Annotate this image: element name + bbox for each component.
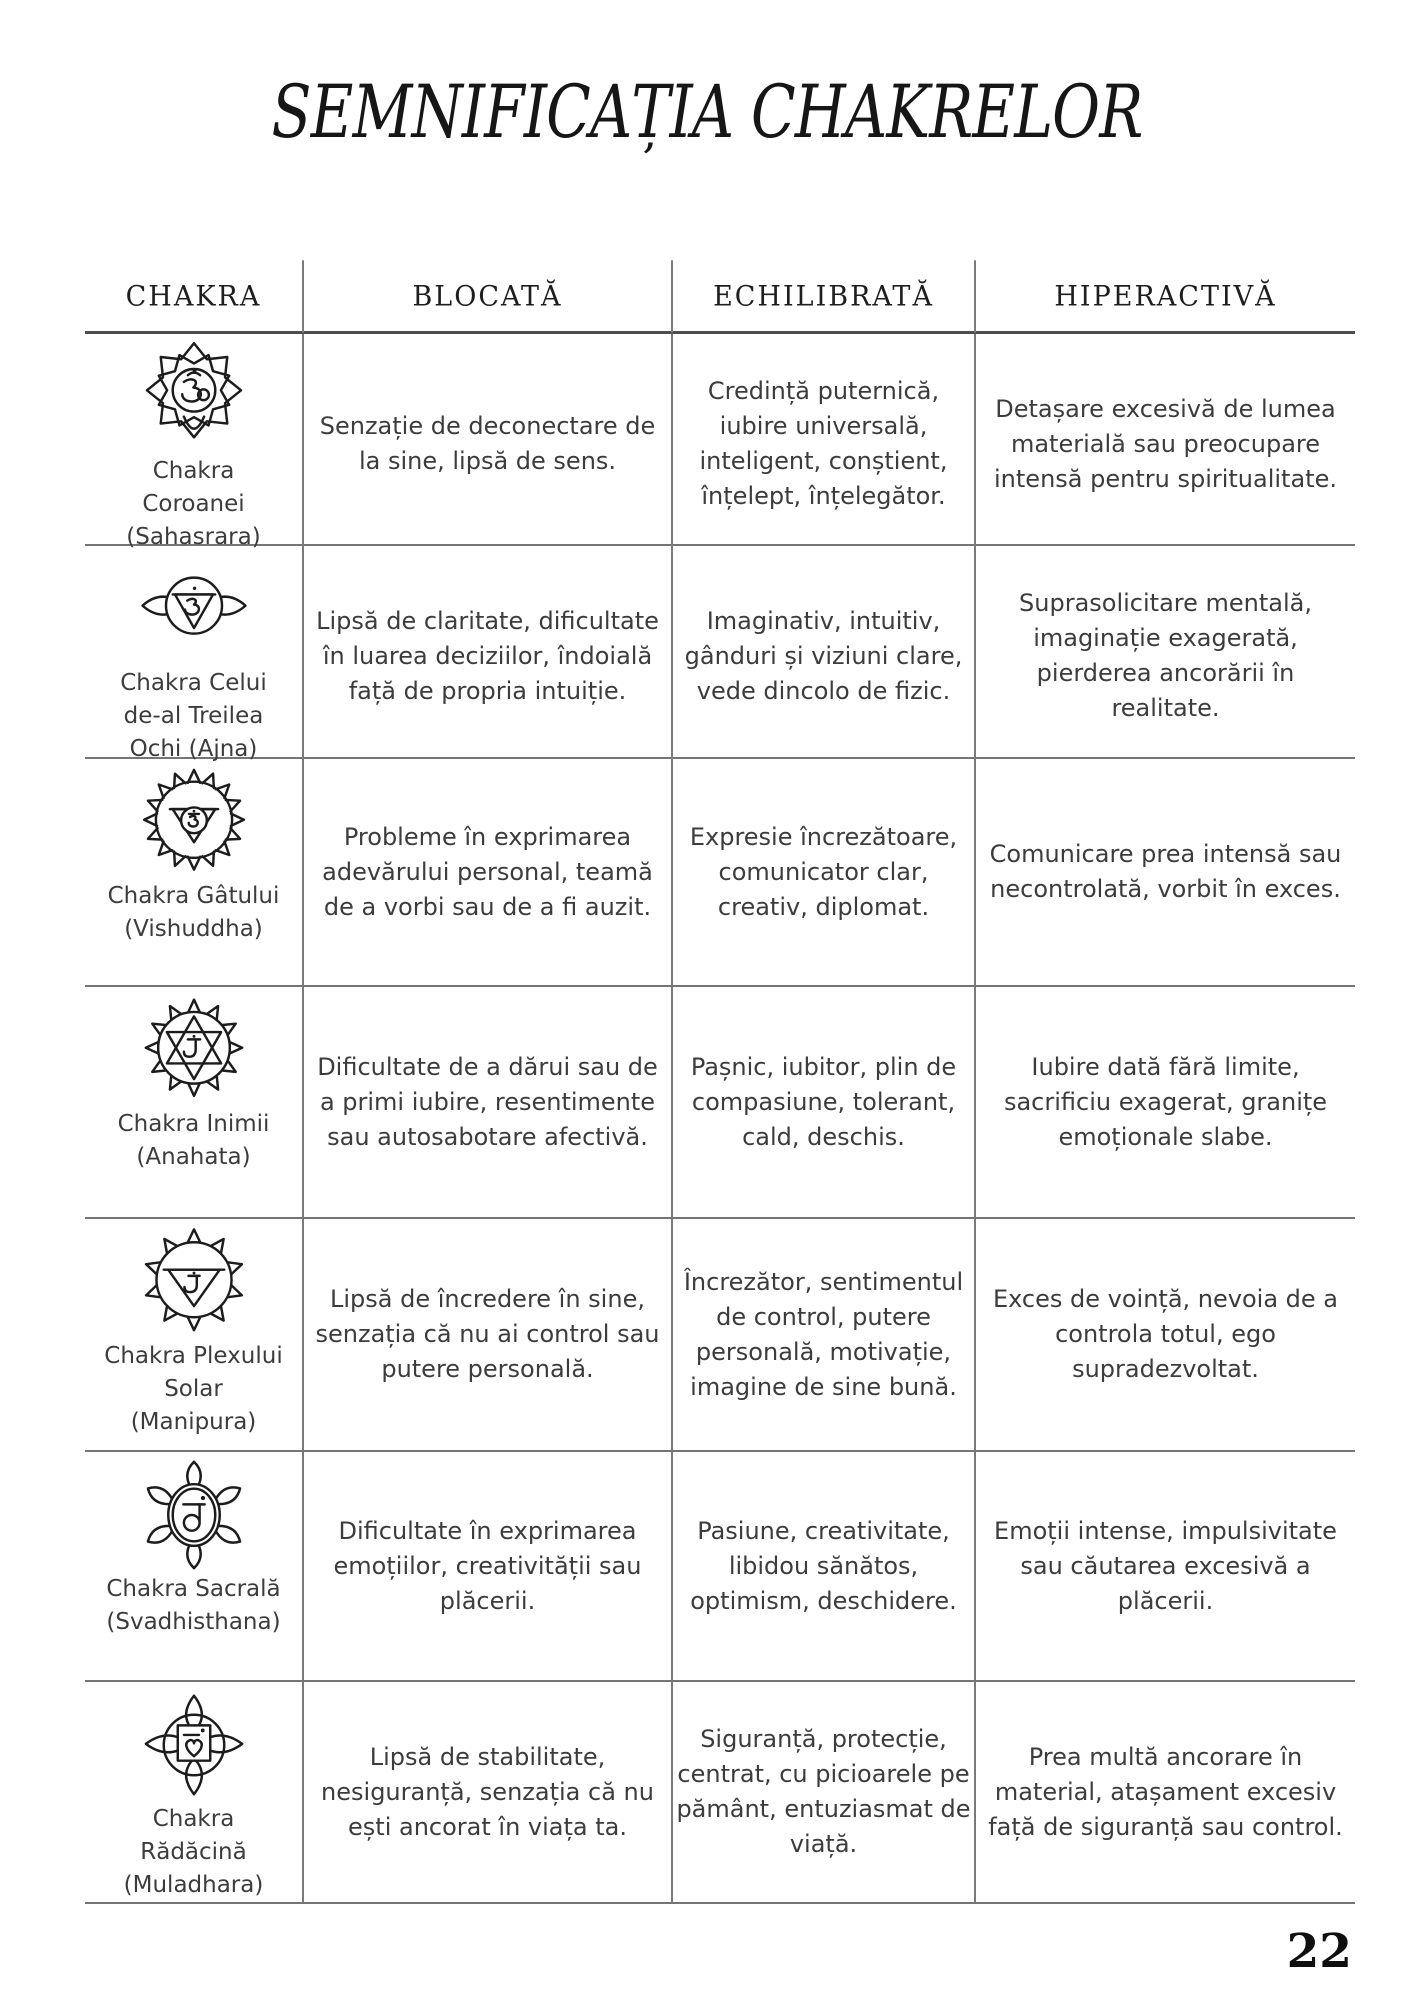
- balanced-cell: Încrezător, sentimentul de control, putere personală, motivație, imagine de sine bună.: [671, 1219, 974, 1450]
- balanced-cell: Expresie încrezătoare, comunicator clar, creativ, diplomat.: [671, 759, 974, 985]
- overactive-cell: Emoții intense, impulsivitate sau căutarea excesivă a plăcerii.: [974, 1452, 1355, 1680]
- blocked-cell: Lipsă de încredere în sine, senzația că nu ai control sau putere personală.: [302, 1219, 671, 1450]
- chakra-name: Chakra Rădăcină (Muladhara): [123, 1806, 264, 1898]
- throat-chakra-icon: [138, 766, 250, 878]
- chakra-name: Chakra Gâtului (Vishuddha): [107, 883, 280, 942]
- blocked-cell: Lipsă de claritate, dificultate în luarea deciziilor, îndoială față de propria intuiție.: [302, 546, 671, 766]
- chakra-name: Chakra Celui de-al Treilea Ochi (Ajna): [120, 670, 267, 762]
- table-row: [85, 334, 1355, 550]
- crown-chakra-icon: [138, 341, 250, 453]
- chakra-cell: [85, 1452, 302, 1680]
- chakra-cell: [85, 546, 302, 766]
- table-row: [85, 1682, 1355, 1904]
- chakra-meaning-table: [85, 262, 1355, 1904]
- blocked-cell: Probleme în exprimarea adevărului personal, teamă de a vorbi sau de a fi auzit.: [302, 759, 671, 985]
- chakra-cell: [85, 1219, 302, 1450]
- chakra-name: Chakra Sacrală (Svadhisthana): [106, 1576, 281, 1635]
- balanced-cell: Pașnic, iubitor, plin de compasiune, tolerant, cald, deschis.: [671, 987, 974, 1217]
- table-row: [85, 987, 1355, 1219]
- balanced-cell: Siguranță, protecție, centrat, cu picioarele pe pământ, entuziasmat de viață.: [671, 1682, 974, 1902]
- chakra-cell: [85, 759, 302, 985]
- third-eye-chakra-icon: [138, 553, 250, 665]
- table-row: [85, 546, 1355, 762]
- overactive-cell: Exces de voință, nevoia de a controla totul, ego supradezvoltat.: [974, 1219, 1355, 1450]
- chakra-cell: [85, 334, 302, 554]
- overactive-cell: Prea multă ancorare în material, atașament excesiv față de siguranță sau control.: [974, 1682, 1355, 1902]
- solar-plexus-chakra-icon: [138, 1226, 250, 1338]
- overactive-cell: Iubire dată fără limite, sacrificiu exagerat, granițe emoționale slabe.: [974, 987, 1355, 1217]
- column-header-overactive: HIPERACTIVĂ: [974, 260, 1355, 332]
- table-row: [85, 1452, 1355, 1682]
- chakra-name: Chakra Coroanei (Sahasrara): [126, 458, 261, 550]
- balanced-cell: Imaginativ, intuitiv, gânduri și viziuni clare, vede dincolo de fizic.: [671, 546, 974, 766]
- overactive-cell: Suprasolicitare mentală, imaginație exagerată, pierderea ancorării în realitate.: [974, 546, 1355, 766]
- column-header-chakra: CHAKRA: [125, 280, 262, 313]
- balanced-cell: Pasiune, creativitate, libidou sănătos, optimism, deschidere.: [671, 1452, 974, 1680]
- chakra-cell: [85, 1682, 302, 1902]
- balanced-cell: Credință puternică, iubire universală, inteligent, conștient, înțelept, înțelegător.: [671, 334, 974, 554]
- page-number: 22: [1286, 1924, 1352, 1979]
- root-chakra-icon: [138, 1689, 250, 1801]
- table-header-row: [85, 262, 1355, 334]
- chakra-cell: [85, 987, 302, 1217]
- column-header-blocked: BLOCATĂ: [302, 260, 671, 332]
- chakra-name: Chakra Inimii (Anahata): [117, 1111, 270, 1170]
- heart-chakra-icon: [138, 994, 250, 1106]
- blocked-cell: Dificultate în exprimarea emoțiilor, creativității sau plăcerii.: [302, 1452, 671, 1680]
- column-header-balanced: ECHILIBRATĂ: [671, 260, 974, 332]
- blocked-cell: Senzație de deconectare de la sine, lipsă de sens.: [302, 334, 671, 554]
- table-row: [85, 759, 1355, 987]
- overactive-cell: Comunicare prea intensă sau necontrolată, vorbit în exces.: [974, 759, 1355, 985]
- chakra-name: Chakra Plexului Solar (Manipura): [104, 1343, 283, 1435]
- blocked-cell: Lipsă de stabilitate, nesiguranță, senzația că nu ești ancorat în viața ta.: [302, 1682, 671, 1902]
- table-row: [85, 1219, 1355, 1452]
- page-title: SEMNIFICAȚIA CHAKRELOR: [271, 70, 1143, 155]
- overactive-cell: Detașare excesivă de lumea materială sau preocupare intensă pentru spiritualitate.: [974, 334, 1355, 554]
- sacral-chakra-icon: [138, 1459, 250, 1571]
- blocked-cell: Dificultate de a dărui sau de a primi iubire, resentimente sau autosabotare afectivă.: [302, 987, 671, 1217]
